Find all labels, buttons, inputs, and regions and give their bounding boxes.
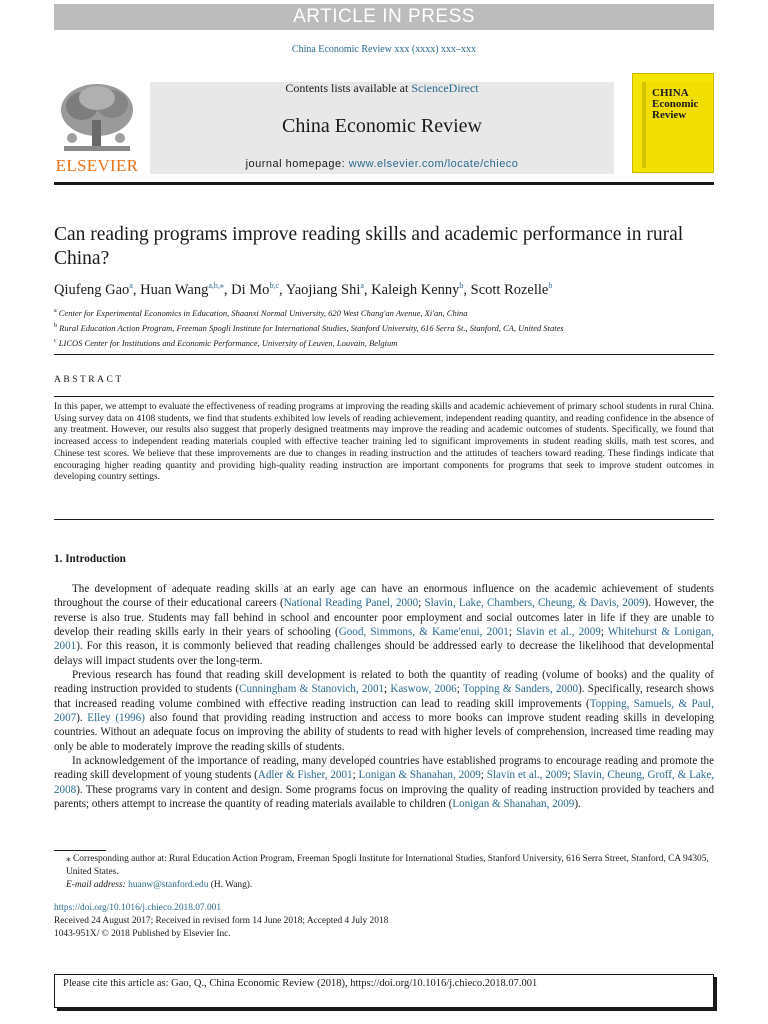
article-title: Can reading programs improve reading skills and academic performance in rural China? bbox=[54, 224, 684, 269]
author-name[interactable]: Scott Rozelle bbox=[470, 281, 549, 298]
citation-link[interactable]: Elley (1996) bbox=[87, 712, 145, 725]
homepage-link[interactable]: www.elsevier.com/locate/chieco bbox=[348, 158, 519, 170]
citation-link[interactable]: Cunningham & Stanovich, 2001 bbox=[239, 683, 385, 696]
affiliation-text: Rural Education Action Program, Freeman Spogli Institute for International Studies, Stanford University, 616 Serra St., Stanford, CA, United States bbox=[59, 322, 564, 333]
footnote-mark: ⁎ bbox=[66, 854, 71, 864]
citation-link[interactable]: Slavin et al., 2009 bbox=[486, 769, 568, 782]
cite-box bbox=[54, 974, 714, 1008]
author-list: Qiufeng Gao$^a$, Huan Wang$^{a,b,⁎}$, Di Mo$^{b,c}$, Yaojiang Shi$^a$, Kaleigh Kenny$^b$, Scott Rozelle$^b$ bbox=[54, 281, 553, 298]
email-label: E-mail address: bbox=[66, 880, 126, 890]
doi-link[interactable]: https://doi.org/10.1016/j.chieco.2018.07.001 bbox=[54, 903, 222, 913]
abstract-top-rule bbox=[54, 396, 714, 397]
affiliation-text: Center for Experimental Economics in Education, Shaanxi Normal University, 620 West Chang'an Avenue, Xi'an, China bbox=[58, 307, 468, 318]
contents-line bbox=[150, 82, 614, 94]
sciencedirect-link[interactable]: ScienceDirect bbox=[411, 81, 479, 95]
corresponding-author-footnote bbox=[54, 853, 714, 892]
citation-link[interactable]: Topping, Samuels, & Paul, 2007 bbox=[54, 697, 715, 725]
author-affil-mark[interactable]: b bbox=[548, 281, 553, 290]
citation-link[interactable]: Kaswow, 2006 bbox=[390, 683, 457, 696]
journal-header-box bbox=[150, 82, 614, 174]
citation-link[interactable]: Whitehurst & Lonigan, 2001 bbox=[54, 626, 714, 653]
author-name[interactable]: Di Mo bbox=[231, 281, 270, 298]
affiliations-divider bbox=[54, 354, 714, 355]
author-name[interactable]: Huan Wang bbox=[140, 281, 209, 298]
email-suffix: (H. Wang). bbox=[208, 880, 253, 890]
footnote-text: Corresponding author at: Rural Education Action Program, Freeman Spogli Institute for International Studies, Stanford University, 616 Serra Street, Stanford, CA 94305, United States. bbox=[66, 854, 709, 877]
affiliation-item bbox=[54, 335, 714, 350]
citation-link[interactable]: Topping & Sanders, 2000 bbox=[462, 683, 579, 696]
journal-homepage-line bbox=[150, 158, 614, 170]
paragraph: In acknowledgement of the importance of reading, many developed countries have established programs to encourage reading and promote the reading skill development of young students (Adler & Fisher, 2001; Lonigan & Shanahan, 2009; Slavin et al., 2009; Slavin, Cheung, Groff, & Lake, 2008). These programs vary in content and design. Some programs focus on improving the quality of reading instruction provided by teachers and parents; others attempt to increase the quantity of reading materials available to children (Lonigan & Shanahan, 2009). bbox=[54, 755, 715, 811]
citation-link[interactable]: Slavin, Cheung, Groff, & Lake, 2008 bbox=[54, 769, 715, 796]
author-affil-mark[interactable]: a bbox=[360, 281, 364, 290]
article-in-press-banner: ARTICLE IN PRESS bbox=[54, 4, 714, 30]
author-affil-mark[interactable]: a bbox=[129, 281, 133, 290]
abstract-bottom-rule bbox=[54, 519, 714, 520]
author-name[interactable]: Qiufeng Gao bbox=[54, 281, 130, 298]
header-divider bbox=[54, 182, 714, 185]
paragraph: The development of adequate reading skills at an early age can have an enormous influence on the academic achievement of students throughout the course of their educational careers (National Reading Panel, 2000; Slavin, Lake, Chambers, Cheung, & Davis, 2009). However, the reverse is also true. Students may fall behind in school and encounter poor employment and social outcomes later in life if they are unable to develop their reading skills early in their years of schooling (Good, Simmons, & Kame'enui, 2001; Slavin et al., 2009; Whitehurst & Lonigan, 2001). For this reason, it is commonly believed that reading challenges should be addressed early to decrease the likelihood that developmental delays will impact students over the long-term. bbox=[54, 583, 714, 667]
paragraph: Previous research has found that reading skill development is related to both the quantity of reading (volume of books) and the quality of reading instruction provided to students (Cunningham & Stanovich, 2001; Kaswow, 2006; Topping & Sanders, 2000). Specifically, research shows that increased reading volume combined with effective reading instruction can lead to reading skill improvements (Topping, Samuels, & Paul, 2007). Elley (1996) also found that providing reading instruction and access to more books can improve student reading skills in developing countries. Without an adequate focus on improving the ability of students to read with higher levels of comprehension, increased time reading may only be able to moderately improve the reading skills of students. bbox=[54, 669, 715, 753]
abstract-text: In this paper, we attempt to evaluate the effectiveness of reading programs at improving the reading skills and academic achievement of primary school students in rural China. Using survey data on 4108 students, we find that students exhibited low levels of reading achievement, independent reading quantity, and reading confidence in the absence of any treatment. However, our results also suggest that properly designed treatments may improve the reading and academic outcomes of students. Specifically, we found that increased access to independent reading materials coupled with effective teacher training led to significant improvements in student reading skills, math test scores, and Chinese test scores. We believe that these improvements are due to changes in reading instruction and the attitudes of teachers toward reading. These findings indicate that encouraging higher reading quantity and providing high-quality reading instruction are important components for programs that seek to improve student outcomes in developing country settings. bbox=[54, 402, 714, 483]
affiliation-item bbox=[54, 320, 714, 335]
cover-title: CHINA Economic Review bbox=[652, 87, 699, 121]
citation-link[interactable]: National Reading Panel, 2000 bbox=[283, 597, 419, 610]
citation-link[interactable]: Slavin, Lake, Chambers, Cheung, & Davis, 2009 bbox=[424, 597, 645, 610]
citation-link[interactable]: Good, Simmons, & Kame'enui, 2001 bbox=[338, 626, 509, 639]
citation-link[interactable]: Lonigan & Shanahan, 2009 bbox=[358, 769, 481, 782]
article-metadata bbox=[54, 902, 714, 941]
homepage-prefix: journal homepage: bbox=[245, 158, 349, 170]
author-affil-mark[interactable]: b,c bbox=[269, 281, 279, 290]
author-name[interactable]: Kaleigh Kenny bbox=[371, 281, 460, 298]
journal-cover-thumbnail[interactable] bbox=[632, 73, 714, 173]
affiliation-text: LICOS Center for Institutions and Economic Performance, University of Leuven, Louvain, Belgium bbox=[58, 337, 398, 348]
author-name[interactable]: Yaojiang Shi bbox=[285, 281, 361, 298]
email-link[interactable]: huanw@stanford.edu bbox=[128, 880, 209, 890]
elsevier-logo-text: ELSEVIER bbox=[55, 156, 139, 175]
footnote-divider bbox=[54, 850, 106, 851]
contents-prefix: Contents lists available at bbox=[285, 81, 412, 95]
citation-link[interactable]: Lonigan & Shanahan, 2009 bbox=[452, 798, 575, 811]
affiliation-mark: a bbox=[54, 308, 57, 314]
author-affil-mark[interactable]: b bbox=[459, 281, 464, 290]
cite-box-text: Please cite this article as: Gao, Q., China Economic Review (2018), https://doi.org/10.1016/j.chieco.2018.07.001 bbox=[63, 978, 538, 989]
footnote-corresponding bbox=[54, 853, 714, 879]
citation-link[interactable]: Adler & Fisher, 2001 bbox=[257, 769, 353, 782]
received-dates: Received 24 August 2017; Received in revised form 14 June 2018; Accepted 4 July 2018 bbox=[54, 916, 389, 926]
issn-copyright: 1043-951X/ © 2018 Published by Elsevier Inc. bbox=[54, 929, 231, 939]
abstract-heading: ABSTRACT bbox=[54, 375, 124, 385]
footnote-email bbox=[54, 879, 714, 892]
affiliation-mark: c bbox=[54, 337, 57, 344]
section-heading-introduction: 1. Introduction bbox=[54, 553, 126, 565]
journal-citation-link[interactable]: China Economic Review xxx (xxxx) xxx–xxx bbox=[291, 44, 477, 55]
affiliation-mark: b bbox=[54, 322, 57, 329]
author-affil-mark[interactable]: a,b,⁎ bbox=[208, 281, 224, 290]
journal-title: China Economic Review bbox=[282, 115, 482, 137]
citation-link[interactable]: Slavin et al., 2009 bbox=[516, 626, 601, 639]
affiliation-item bbox=[54, 305, 714, 320]
cover-panel bbox=[642, 82, 712, 168]
affiliations bbox=[54, 305, 714, 349]
introduction-body bbox=[54, 582, 714, 812]
